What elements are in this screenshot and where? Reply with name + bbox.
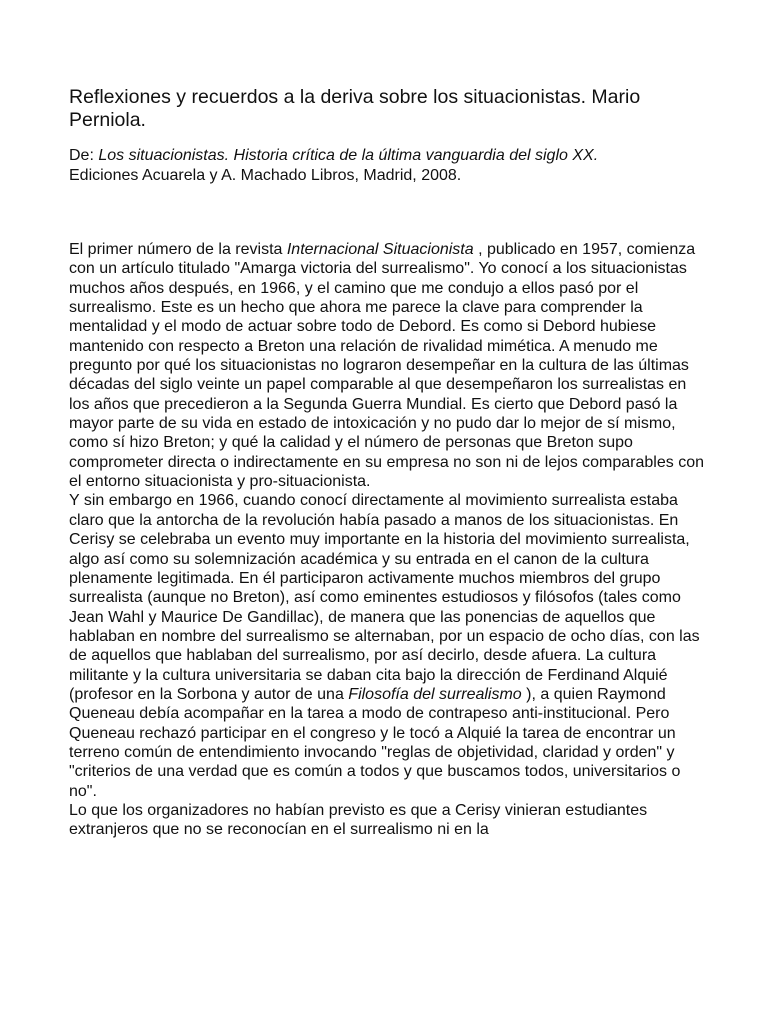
document-title: Reflexiones y recuerdos a la deriva sobre los situacionistas. Mario Perniola.	[69, 86, 641, 131]
journal-title: Internacional Situacionista	[286, 241, 474, 258]
source-publisher: Ediciones Acuarela y A. Machado Libros, Madrid, 2008.	[69, 167, 462, 184]
source-citation	[69, 146, 706, 186]
source-prefix: De:	[69, 147, 99, 164]
source-book-title: Los situacionistas. Historia crítica de la última vanguardia del siglo XX.	[98, 147, 599, 164]
paragraph-text: ), a quien Raymond Queneau debía acompañar en la tarea a modo de contrapeso anti-institucional. Pero Queneau rechazó participar en el congreso y le tocó a Alquié la tarea de encontrar un terreno común de entendimiento invocando "reglas de objetividad, claridad y orden" y "criterios de una verdad que es común a todos y que buscamos todos, universitarios o no".	[69, 685, 681, 800]
paragraph-text: El primer número de la revista	[69, 241, 287, 258]
book-title: Filosofía del surrealismo	[348, 685, 522, 703]
paragraph-text: , publicado en 1957, comienza con un artículo titulado "Amarga victoria del surrealismo". Yo conocí a los situacionistas muchos años después, en 1966, y el camino que me condujo a ellos pasó por el surrealismo. Este es un hecho que ahora me parece la clave para comprender la mentalidad y el modo de actuar sobre todo de Debord. Es como si Debord hubiese mantenido con respecto a Breton una relación de rivalidad mimética. A menudo me pregunto por qué los situacionistas no lograron desempeñar en la cultura de las últimas décadas del siglo veinte un papel comparable al que desempeñaron los surrealistas en los años que precedieron a la Segunda Guerra Mundial. Es cierto que Debord pasó la mayor parte de su vida en estado de intoxicación y no pudo dar lo mejor de sí mismo, como sí hizo Breton; y qué la calidad y el número de personas que Breton supo comprometer directa o indirectamente en su empresa no son ni de lejos comparables con el entorno situacionista y pro-situacionista.	[69, 241, 704, 491]
paragraph-1	[69, 240, 709, 491]
paragraph-text: Lo que los organizadores no habían previsto es que a Cerisy vinieran estudiantes extranjeros que no se reconocían en el surrealismo ni en la	[69, 801, 648, 839]
document-body	[69, 240, 709, 840]
paragraph-text: Y sin embargo en 1966, cuando conocí directamente al movimiento surrealista estaba claro que la antorcha de la revolución había pasado a manos de los situacionistas. En Cerisy se celebraba un evento muy importante en la historia del movimiento surrealista, algo así como su solemnización académica y su entrada en el canon de la cultura plenamente legitimada. En él participaron activamente muchos miembros del grupo surrealista (aunque no Breton), así como eminentes estudiosos y filósofos (tales como Jean Wahl y Maurice De Gandillac), de manera que las ponencias de aquellos que hablaban en nombre del surrealismo se alternaban, por un espacio de ocho días, con las de aquellos que hablaban del surrealismo, por así decirlo, desde afuera. La cultura militante y la cultura universitaria se daban cita bajo la dirección de Ferdinand Alquié (profesor en la Sorbona y autor de una	[69, 492, 700, 703]
paragraph-3	[69, 801, 709, 840]
paragraph-2	[69, 491, 709, 801]
